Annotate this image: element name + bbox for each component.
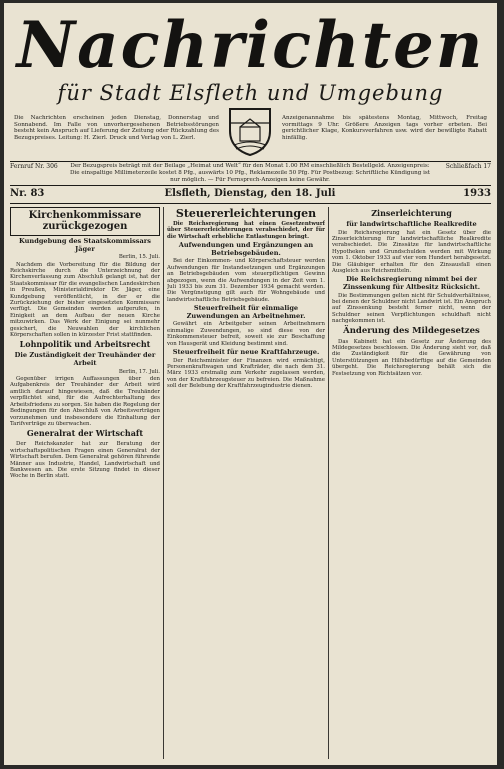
article-headline: Generalrat der Wirtschaft — [26, 428, 144, 439]
section-heading: Steuerfreiheit für einmalige Zuwendungen an Arbeitnehmer. — [186, 304, 306, 320]
article-body: Bei der Einkommen- und Körperschaftsteuer werden Aufwendungen für Instandsetzungen und Ergänzungen an Betriebsgebäuden vom steuerpflichtigen Gewinn abgezogen, wenn die Aufwendungen in der Zeit vom 1. Juli 1933 bis zum 31. Dezember 1934 gemacht werden. Die Vergünstigung gilt auch für Wohngebäude und landwirtschaftliche Betriebsgebäude. — [167, 258, 325, 303]
article-headline: Zinserleichterung — [371, 208, 452, 218]
article-headline: Lohnpolitik und Arbeitsrecht — [19, 339, 151, 350]
article-body: Der Reichsminister der Finanzen wird ermächtigt, Personenkraftwagen und Krafträder, die nach dem 31. März 1933 erstmalig zum Verkehr zugelassen werden, von der Kraftfahrzeugsteuer zu befreien. Die Maßnahme soll der Belebung der Kraftfahrzeugindustrie dienen. — [167, 357, 325, 390]
article-body: Die Bestimmungen gelten nicht für Schuldverhältnisse, bei denen der Schuldner nicht Landwirt ist. Ein Anspruch auf Zinssenkung besteht ferner nicht, wenn der Schuldner seinen Verpflichtungen schuldhaft nicht nachgekommen ist. — [332, 292, 491, 325]
section-heading: Aufwendungen und Ergänzungen an Betriebsgebäuden. — [178, 241, 314, 257]
section-heading: Die Reichsregierung nimmt bei der Zinssenkung für Altbesitz Rücksicht. — [343, 275, 480, 292]
issue-line — [10, 187, 491, 201]
divider — [10, 161, 491, 162]
divider — [10, 203, 491, 204]
price-info: Der Bezugspreis beträgt mit der Beilage „Heimat und Welt“ für den Monat 1.00 RM einschließlich Bestellgeld. Anzeigenpreis: Die einspaltige Millimeterzeile kostet 8 Pfg., auswärts 10 Pfg., Reklamezeile 50 Pfg. Für Postbezug: Schriftliche Kündigung ist nur möglich. — Für Fernsprech-Anzeigen keine Gewähr. — [70, 163, 430, 183]
article-headline: Änderung des Mildegesetzes — [343, 325, 480, 336]
advert-notice: Anzeigenannahme bis spätestens Montag, Mittwoch, Freitag vormittags 9 Uhr. Größere Anzeigen tags vorher erbeten. Bei gerichtlicher Klage, Konkursverfahren usw. wird der bewilligte Rabatt hinfällig. — [282, 115, 487, 141]
article-dateline: Berlin, 15. Juli. — [118, 254, 160, 261]
article-headline: Kirchenkommissare zurückgezogen — [28, 210, 142, 232]
column-3 — [332, 207, 491, 759]
issue-year: 1933 — [463, 188, 491, 199]
issue-date: Elsfleth, Dienstag, den 18. Juli — [164, 188, 336, 199]
masthead-subtitle: für Stadt Elsfleth und Umgebung — [57, 81, 444, 105]
column-divider — [163, 207, 164, 759]
article-body: Der Reichskanzler hat zur Beratung der wirtschaftspolitischen Fragen einen Generalrat der Wirtschaft berufen. Dem Generalrat gehören führende Männer aus Industrie, Handel, Landwirtschaft und Bankwesen an. Die erste Sitzung findet in dieser Woche in Berlin statt. — [10, 441, 160, 480]
article-body: Gewährt ein Arbeitgeber seinen Arbeitnehmern einmalige Zuwendungen, so sind diese von der Einkommensteuer befreit, soweit sie zur Beschaffung von Hausgerät und Kleidung bestimmt sind. — [167, 321, 325, 347]
column-divider — [328, 207, 329, 759]
article-body: Nachdem die Vorbereitung für die Bildung der Reichskirche durch die Unterzeichnung der Kirchenverfassung zum Abschluß gelangt ist, hat der Staatskommissar für die evangelischen Landeskirchen in Preußen, Ministerialdirektor Dr. Jäger, eine Kundgebung veröffentlicht, in der er die Zurückziehung der bisher eingesetzten Kommissare verfügt. Die Gemeinden werden aufgerufen, in Einigkeit an dem Aufbau der neuen Kirche mitzuwirken. Das Werk der Einigung sei nunmehr gesichert, die Neuwahlen der kirchlichen Körperschaften sollen in kürzester Frist stattfinden. — [10, 261, 160, 339]
article-subhead: Die Zuständigkeit der Treuhänder der Arbeit — [14, 351, 156, 368]
town-crest-icon — [226, 105, 274, 157]
po-box: Schließfach 17 — [445, 163, 491, 170]
column-1 — [10, 207, 160, 759]
issue-number: Nr. 83 — [10, 188, 45, 199]
article-subhead: Kundgebung des Staatskommissars Jäger — [19, 237, 151, 253]
section-heading: Steuerfreiheit für neue Kraftfahrzeuge. — [172, 348, 320, 357]
article-headline: Steuererleichterungen — [175, 207, 317, 220]
subscription-notice: Die Nachrichten erscheinen jeden Dienstag, Donnerstag und Sonnabend. Im Falle von unvorhergesehenen Betriebsstörungen besteht kein Anspruch auf Lieferung der Zeitung oder Rückzahlung des Bezugspreises. Leitung: H. Zierl. Druck und Verlag von L. Zierl. — [14, 115, 219, 141]
article-subhead: für landwirtschaftliche Realkredite — [346, 220, 477, 228]
article-body: Das Kabinett hat ein Gesetz zur Änderung des Mildegesetzes beschlossen. Die Änderung sieht vor, daß die Zuständigkeit für die Gewährung von Unterstützungen an Hilfsbedürftige auf die Gemeinden übergeht. Die Reichsregierung behält sich die Festsetzung von Richtsätzen vor. — [332, 338, 491, 377]
article-body: Die Reichsregierung hat ein Gesetz über die Zinserleichterung für landwirtschaftliche Realkredite verabschiedet. Die Zinssätze für landwirtschaftliche Hypotheken und Grundschulden werden mit Wirkung vom 1. Oktober 1933 auf vier vom Hundert herabgesetzt. Die Gläubiger erhalten für den Zinsausfall einen Ausgleich aus Reichsmitteln. — [332, 229, 491, 275]
phone-number: Fernruf Nr. 306 — [10, 163, 58, 170]
newspaper-page — [4, 3, 497, 765]
article-body: Gegenüber irrigen Auffassungen über den Aufgabenkreis der Treuhänder der Arbeit wird amtlich darauf hingewiesen, daß die Treuhänder verpflichtet sind, für die Aufrechterhaltung des Arbeitsfriedens zu sorgen. Sie haben die Regelung der Bedingungen für den Abschluß von Arbeitsverträgen vorzunehmen und insbesondere die Einhaltung der Tarifverträge zu überwachen. — [10, 376, 160, 427]
divider — [10, 185, 491, 186]
column-2 — [167, 207, 325, 759]
masthead-title: Nachrichten — [16, 8, 485, 83]
article-lead: Die Reichsregierung hat einen Gesetzentwurf über Steuererleichterungen verabschiedet, der für die Wirtschaft erhebliche Entlastungen bringt. — [167, 221, 325, 240]
article-dateline: Berlin, 17. Juli. — [118, 368, 160, 375]
